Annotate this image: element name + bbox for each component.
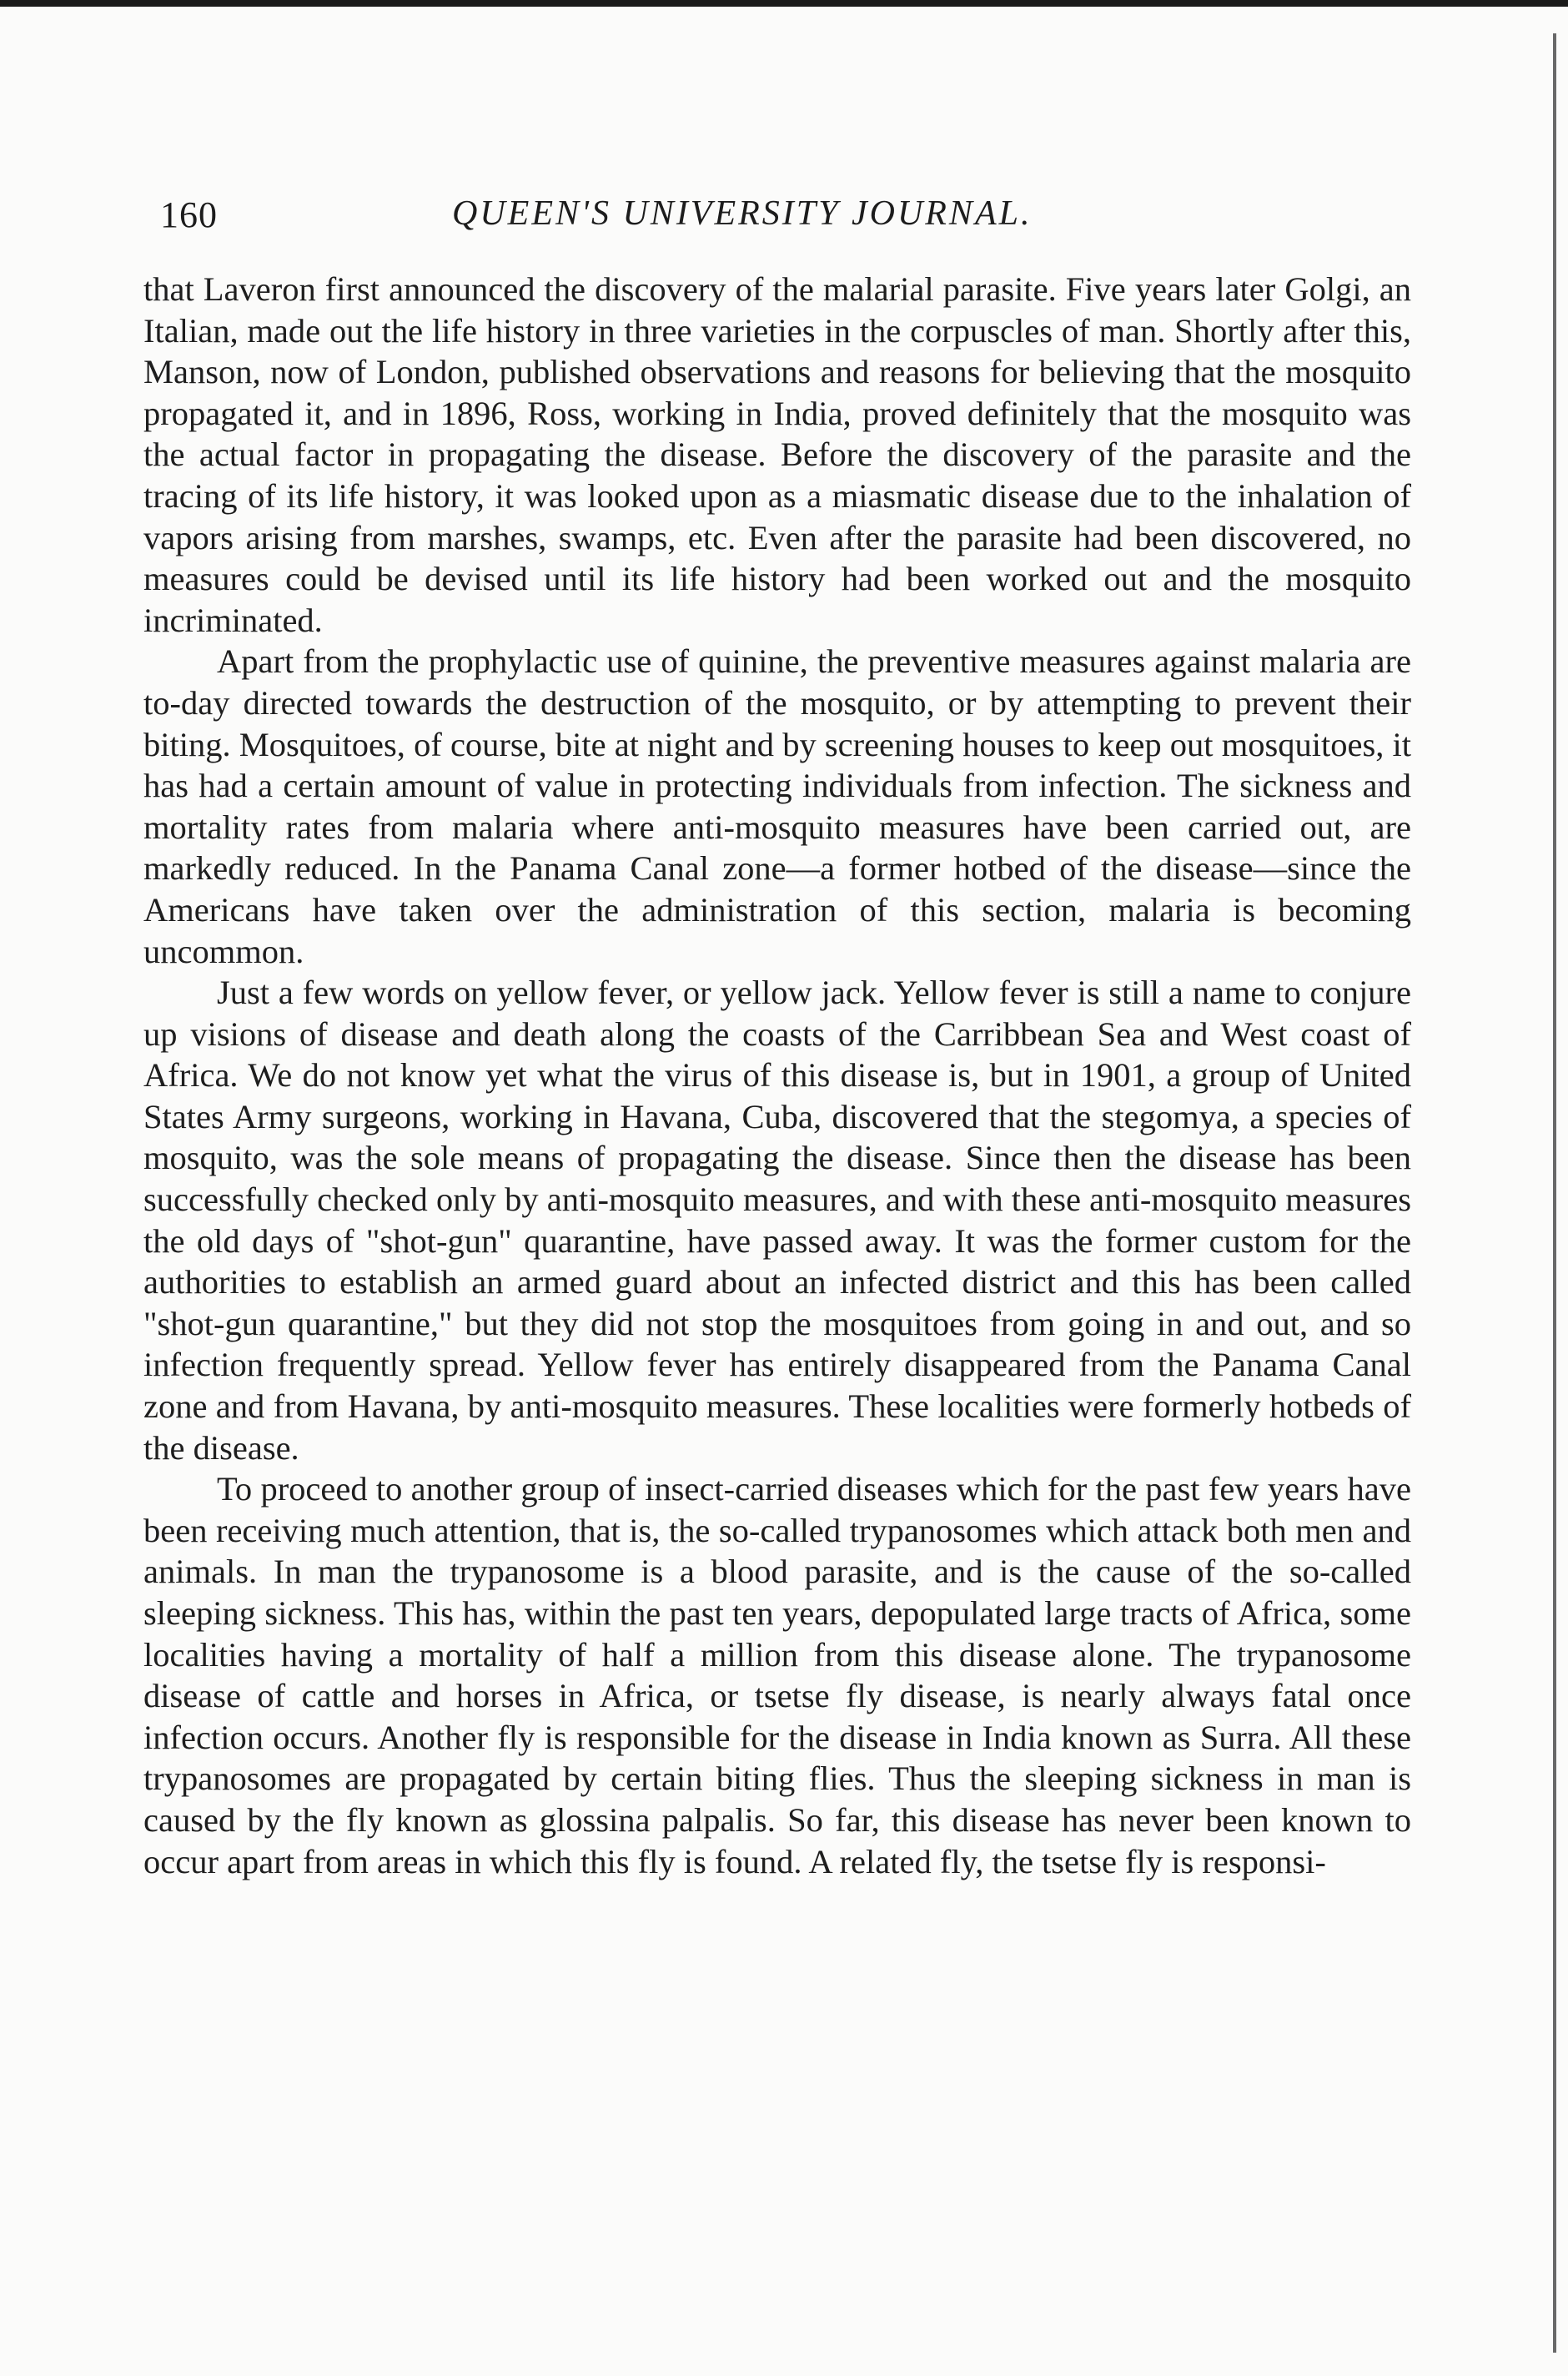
paragraph-malaria-history: that Laveron first announced the discovery of the malarial parasite. Five years later Golgi, an Italian, made out the life history in three varieties in the corpuscles of man. Shortly after this, Manson, now of London, published observations and reasons for believing that the mosquito propagated it, and in 1896, Ross, working in India, proved definitely that the mosquito was the actual factor in propagating the disease. Before the discovery of the parasite and the tracing of its life history, it was looked upon as a miasmatic disease due to the inhalation of vapors arising from marshes, swamps, etc. Even after the parasite had been discovered, no measures could be devised until its life history had been worked out and the mosquito incriminated. [143,270,1411,639]
paragraph-trypanosomes: To proceed to another group of insect-carried diseases which for the past few years have been receiving much attention, that is, the so-called trypanosomes which attack both men and animals. In man the trypanosome is a blood parasite, and is the cause of the so-called sleeping sickness. This has, within the past ten years, depopulated large tracts of Africa, some localities having a mortality of half a million from this disease alone. The trypanosome disease of cattle and horses in Africa, or tsetse fly disease, is nearly always fatal once infection occurs. Another fly is responsible for the disease in India known as Surra. All these trypanosomes are propagated by certain biting flies. Thus the sleeping sickness in man is caused by the fly known as glossina palpalis. So far, this disease has never been known to occur apart from areas in which this fly is found. A related fly, the tsetse fly is responsi- [143,1470,1411,1880]
paragraph-yellow-fever: Just a few words on yellow fever, or yellow jack. Yellow fever is still a name to conjure up visions of disease and death along the coasts of the Carribbean Sea and West coast of Africa. We do not know yet what the virus of this disease is, but in 1901, a group of United States Army surgeons, working in Havana, Cuba, discovered that the stegomya, a species of mosquito, was the sole means of propagating the disease. Since then the disease has been successfully checked only by anti-mosquito measures, and with these anti-mosquito measures the old days of "shot-gun" quarantine, have passed away. It was the former custom for the authorities to establish an armed guard about an infected district and this has been called "shot-gun quarantine," but they did not stop the mosquitoes from going in and out, and so infection frequently spread. Yellow fever has entirely disappeared from the Panama Canal zone and from Havana, by anti-mosquito measures. These localities were formerly hotbeds of the disease. [143,974,1411,1467]
running-header [160,194,1411,252]
page-edge-shadow [1553,33,1556,2353]
article-body [143,269,1411,1882]
page-number: 160 [160,194,218,235]
journal-title: QUEEN'S UNIVERSITY JOURNAL. [452,194,1033,233]
paragraph-malaria-prevention: Apart from the prophylactic use of quinine, the preventive measures against malaria are to-day directed towards the destruction of the mosquito, or by attempting to prevent their biting. Mosquitoes, of course, bite at night and by screening houses to keep out mosquitoes, it has had a certain amount of value in protecting individuals from infection. The sickness and mortality rates from malaria where anti-mosquito measures have been carried out, are markedly reduced. In the Panama Canal zone—a former hotbed of the disease—since the Americans have taken over the administration of this section, malaria is becoming uncommon. [143,642,1411,970]
top-edge-rule [0,0,1568,7]
